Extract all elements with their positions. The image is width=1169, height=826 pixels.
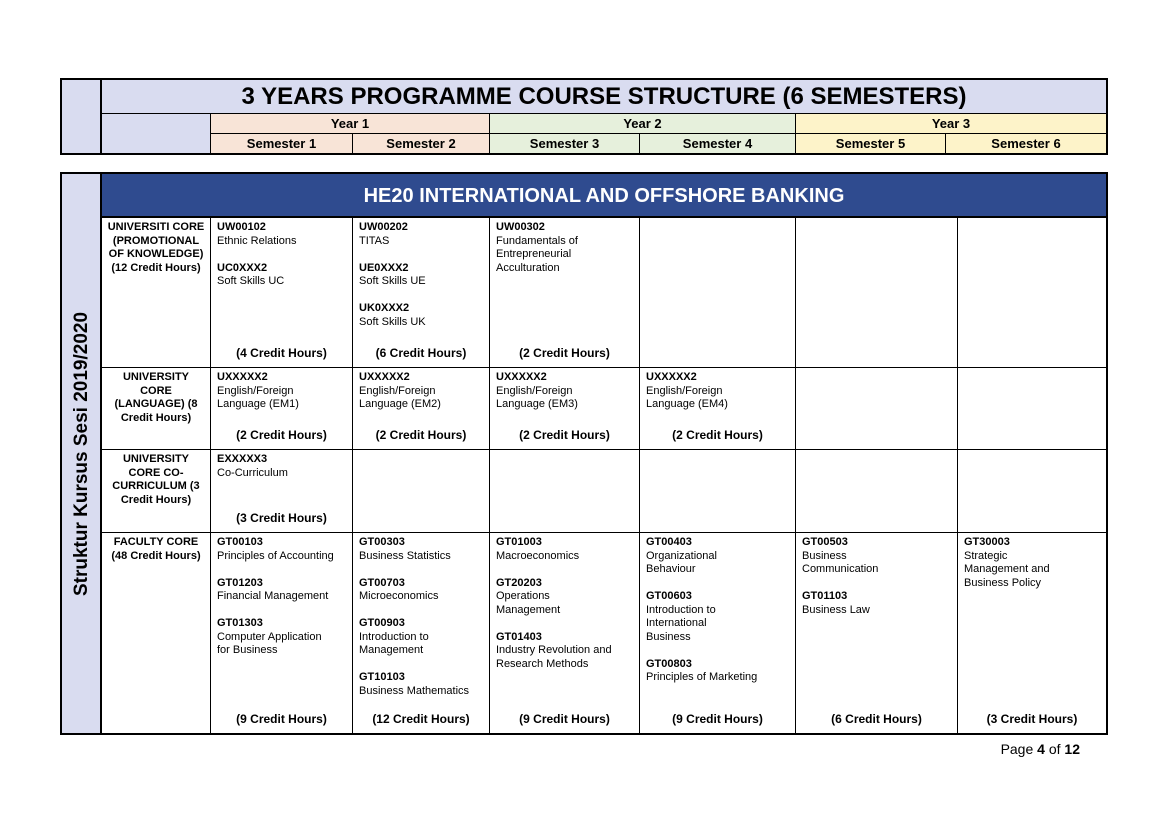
year-3-header: Year 3 [795,114,1106,134]
semester-cell [352,218,489,367]
course-name: TITAS [359,234,390,247]
semester-cell [352,533,489,733]
credit-hours: (6 Credit Hours) [375,345,467,360]
course-code: GT00503 [802,536,848,548]
semester-3-header: Semester 3 [489,134,639,153]
row-category: UNIVERSITY CORE (LANGUAGE) (8 Credit Hours) [114,371,198,424]
course-name: English/Foreign Language (EM1) [217,384,299,410]
course-code: GT30003 [964,536,1010,548]
course-code: GT00803 [646,657,692,670]
course-code: UK0XXX2 [359,302,410,314]
course-name: Operations Management [496,590,561,616]
course-code: GT00403 [646,536,692,548]
credit-hours: (9 Credit Hours) [519,711,610,726]
credit-hours: (9 Credit Hours) [672,711,763,726]
course-name: Computer Application for Business [217,630,322,656]
course-name: English/Foreign Language (EM3) [496,384,578,410]
semester-cell-empty [795,450,957,532]
course-name: Introduction to International Business [646,603,716,643]
semester-4-header: Semester 4 [639,134,795,153]
credit-hours: (2 Credit Hours) [519,345,610,360]
course-name: English/Foreign Language (EM4) [646,384,728,410]
credit-hours: (4 Credit Hours) [236,345,327,360]
semester-cell [639,533,795,733]
course-code: UW00302 [496,221,545,233]
semester-cell-empty [639,218,795,367]
page-current: 4 [1037,741,1045,757]
year-1-header: Year 1 [210,114,489,134]
credit-hours: (2 Credit Hours) [519,427,610,442]
course-name: Ethnic Relations [217,234,297,247]
course-code: GT10103 [359,671,405,683]
semester-cell [210,368,352,449]
semester-cell [957,533,1106,733]
course-name: Co-Curriculum [217,466,288,479]
course-name: English/Foreign Language (EM2) [359,384,441,410]
course-name: Microeconomics [359,590,439,602]
course-code: GT20203 [496,576,542,589]
credit-hours: (2 Credit Hours) [236,427,327,442]
course-code: GT00103 [217,536,263,548]
page-total: 12 [1064,741,1080,757]
semester-cell [352,368,489,449]
course-name: Business Statistics [359,549,451,562]
credit-hours: (9 Credit Hours) [236,711,327,726]
course-code: UE0XXX2 [359,261,409,274]
course-code: UXXXXX2 [217,371,268,383]
page-title: 3 YEARS PROGRAMME COURSE STRUCTURE (6 SEMESTERS) [102,80,1106,114]
semester-cell [489,533,639,733]
semester-cell-empty [957,368,1106,449]
credit-hours: (2 Credit Hours) [375,427,467,442]
row-category: FACULTY CORE (48 Credit Hours) [111,536,201,562]
course-code: GT00903 [359,617,405,629]
course-code: UXXXXX2 [646,371,697,383]
course-code: GT00603 [646,590,692,602]
credit-hours: (12 Credit Hours) [372,711,470,726]
page-number [960,741,1080,759]
credit-hours: (3 Credit Hours) [236,510,327,525]
semester-cell [210,533,352,733]
semester-cell [639,368,795,449]
course-name: Business Mathematics [359,684,470,697]
row-category: UNIVERSITY CORE CO-CURRICULUM (3 Credit Hours) [112,453,200,506]
semester-cell-empty [352,450,489,532]
course-name: Introduction to Management [359,630,429,656]
semester-2-header: Semester 2 [352,134,489,153]
course-name: Soft Skills UC [217,275,285,287]
course-code: GT00703 [359,576,405,589]
course-name: Business Law [802,603,870,616]
credit-hours: (3 Credit Hours) [986,711,1078,726]
row-category: UNIVERSITI CORE (PROMOTIONAL OF KNOWLEDGE) (12 Credit Hours) [107,221,205,274]
semester-5-header: Semester 5 [795,134,945,153]
semester-cell [210,450,352,532]
course-code: UXXXXX2 [496,371,547,383]
course-name: Industry Revolution and Research Methods [496,644,612,670]
header-side-blank [62,80,102,153]
course-code: UW00202 [359,221,408,233]
semester-cell-empty [957,218,1106,367]
course-name: Macroeconomics [496,549,580,562]
semester-cell [795,533,957,733]
semester-cell [489,368,639,449]
credit-hours: (6 Credit Hours) [831,711,922,726]
credit-hours: (2 Credit Hours) [672,427,763,442]
semester-cell-empty [489,450,639,532]
course-structure-header [60,78,1108,155]
course-name: Principles of Accounting [217,549,334,562]
side-label: Struktur Kursus Sesi 2019/2020 [71,311,92,597]
course-code: GT01203 [217,576,263,589]
semester-cell [210,218,352,367]
semester-cell-empty [957,450,1106,532]
course-name: Strategic Management and Business Policy [964,549,1050,589]
course-code: UXXXXX2 [359,371,410,383]
course-code: GT01103 [802,590,848,602]
course-code: GT00303 [359,536,405,548]
course-name: Business Communication [802,549,879,575]
course-name: Soft Skills UE [359,275,426,287]
course-code: UC0XXX2 [217,261,268,274]
page-of: of [1048,741,1061,757]
course-code: UW00102 [217,221,266,233]
course-name: Soft Skills UK [359,315,426,328]
semester-cell-empty [639,450,795,532]
course-name: Fundamentals of Entrepreneurial Acculturation [496,234,578,274]
course-code: EXXXXX3 [217,453,268,465]
course-name: Organizational Behaviour [646,549,717,575]
side-label-column [62,174,102,733]
course-code: GT01303 [217,617,263,629]
page-prefix: Page [1000,741,1034,757]
programme-title: HE20 INTERNATIONAL AND OFFSHORE BANKING [102,174,1106,218]
semester-1-header: Semester 1 [210,134,352,153]
header-blank-cell [102,114,210,153]
semester-cell [489,218,639,367]
row-university-core-co-curriculum [102,450,1106,533]
course-structure-table [60,172,1108,735]
year-2-header: Year 2 [489,114,795,134]
semester-6-header: Semester 6 [945,134,1106,153]
row-faculty-core [102,533,1106,733]
row-universiti-core [102,218,1106,368]
course-code: GT01403 [496,630,542,643]
semester-cell-empty [795,368,957,449]
course-code: GT01003 [496,536,542,548]
row-university-core-language [102,368,1106,450]
course-name: Principles of Marketing [646,671,758,683]
semester-cell-empty [795,218,957,367]
course-name: Financial Management [217,590,329,602]
